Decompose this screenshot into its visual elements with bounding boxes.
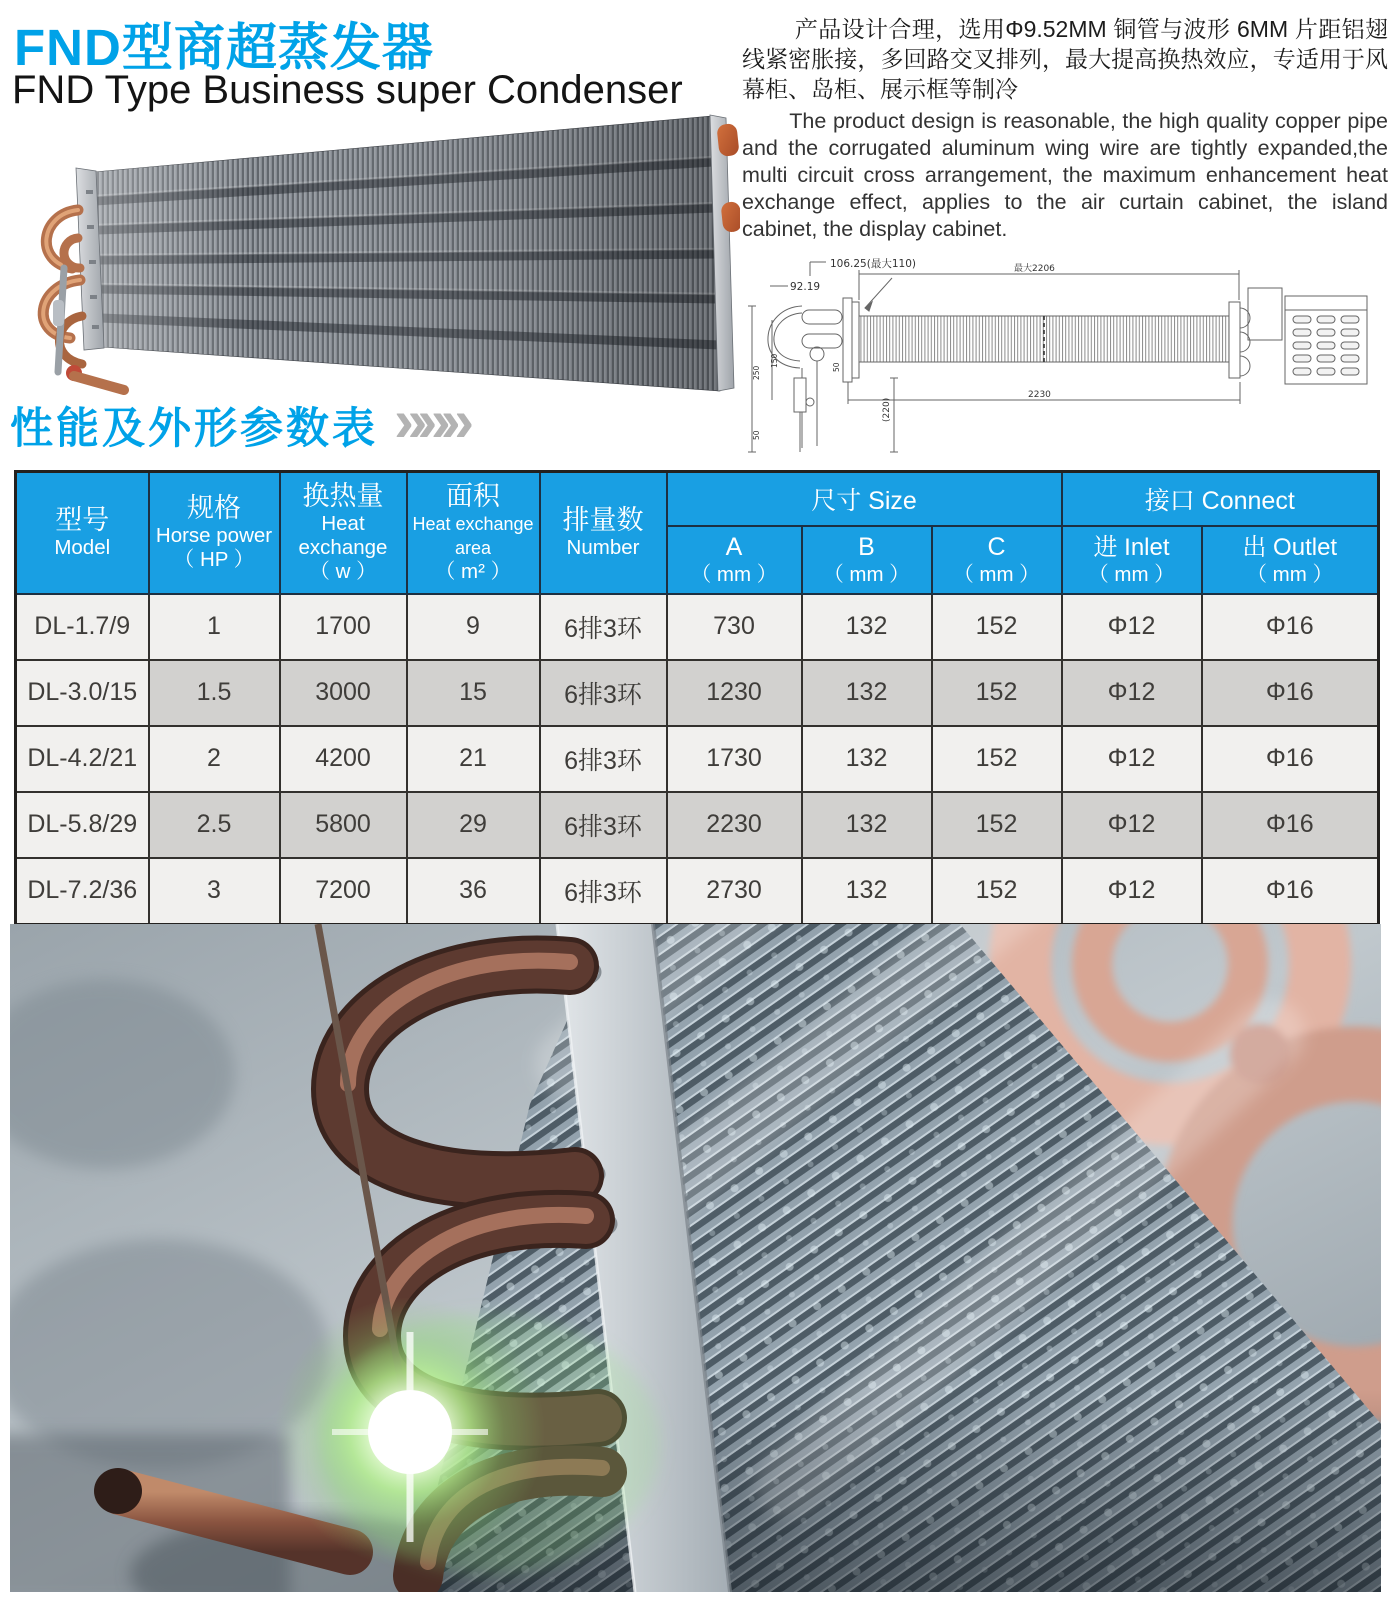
cell-outlet: Φ16 xyxy=(1202,660,1379,726)
cell-number: 6排3环 xyxy=(540,660,667,726)
cell-b: 132 xyxy=(802,726,932,792)
cell-number: 6排3环 xyxy=(540,726,667,792)
header-c-label: C xyxy=(987,533,1006,561)
cell-area: 21 xyxy=(407,726,540,792)
cell-c: 152 xyxy=(932,594,1062,660)
cell-c: 152 xyxy=(932,660,1062,726)
cell-hp: 2.5 xyxy=(149,792,280,858)
page-title-en: FND Type Business super Condenser xyxy=(12,68,683,112)
cell-a: 1730 xyxy=(667,726,802,792)
cell-area: 9 xyxy=(407,594,540,660)
dim-top-offset: 106.25(最大110) xyxy=(830,258,916,270)
dim-v150: 150 xyxy=(770,353,779,368)
factory-photo-svg xyxy=(10,924,1381,1592)
col-header-heat-exchange xyxy=(280,472,407,594)
col-header-number xyxy=(540,472,667,594)
spec-table xyxy=(14,470,1380,926)
evaporator-coil-illustration xyxy=(12,110,740,400)
header-a-unit: （ mm ） xyxy=(690,563,778,586)
welding-flare-icon xyxy=(275,1297,545,1567)
col-header-a xyxy=(667,526,802,594)
col-header-heat-exchange-area xyxy=(407,472,540,594)
header-area-zh: 面积 xyxy=(446,481,500,512)
col-group-size: 尺寸 Size xyxy=(667,472,1062,526)
col-header-inlet xyxy=(1062,526,1202,594)
cell-area: 15 xyxy=(407,660,540,726)
header-outlet-unit: （ mm ） xyxy=(1246,563,1334,586)
dim-length-bottom: 2230 xyxy=(1028,390,1051,400)
cell-outlet: Φ16 xyxy=(1202,792,1379,858)
cell-a: 2230 xyxy=(667,792,802,858)
cell-inlet: Φ12 xyxy=(1062,858,1202,925)
cell-inlet: Φ12 xyxy=(1062,594,1202,660)
cell-model: DL-3.0/15 xyxy=(16,660,149,726)
cell-number: 6排3环 xyxy=(540,594,667,660)
cell-b: 132 xyxy=(802,858,932,925)
cell-c: 152 xyxy=(932,858,1062,925)
header-model-en: Model xyxy=(54,536,111,560)
dim-height: (220) xyxy=(882,397,892,422)
cell-area: 29 xyxy=(407,792,540,858)
factory-welding-photo xyxy=(10,924,1381,1592)
cell-a: 2730 xyxy=(667,858,802,925)
cell-inlet: Φ12 xyxy=(1062,660,1202,726)
intro-paragraph-en: The product design is reasonable, the high quality copper pipe and the corrugated aluminum wing wire are tightly expanded,the multi circuit cross arrangement, the maximum enhancement heat exchange effect, applies to the air curtain cabinet, the island cabinet, the display cabinet. xyxy=(742,109,1388,241)
cell-model: DL-5.8/29 xyxy=(16,792,149,858)
header-hp-unit: （ HP ） xyxy=(173,548,255,572)
col-header-horse-power xyxy=(149,472,280,594)
header-c-unit: （ mm ） xyxy=(953,563,1040,586)
cell-model: DL-1.7/9 xyxy=(16,594,149,660)
triple-chevron-right-icon: »»» xyxy=(394,387,465,454)
cell-a: 730 xyxy=(667,594,802,660)
cell-heat: 7200 xyxy=(280,858,407,925)
col-header-c xyxy=(932,526,1062,594)
cell-hp: 1.5 xyxy=(149,660,280,726)
dim-left-offset: 92.19 xyxy=(790,281,821,293)
cell-inlet: Φ12 xyxy=(1062,792,1202,858)
header-outlet-label: 出 Outlet xyxy=(1242,534,1338,561)
cell-hp: 3 xyxy=(149,858,280,925)
cell-model: DL-4.2/21 xyxy=(16,726,149,792)
cell-number: 6排3环 xyxy=(540,792,667,858)
intro-block xyxy=(742,14,1388,243)
header-hp-en: Horse power xyxy=(155,524,273,548)
table-row xyxy=(16,726,1379,792)
header-area-unit: （ m² ） xyxy=(434,560,512,584)
cell-outlet: Φ16 xyxy=(1202,858,1379,925)
dimension-drawing-svg xyxy=(742,250,1391,460)
header-hp-zh: 规格 xyxy=(187,493,241,524)
header-area-en: Heat exchange area xyxy=(412,514,534,559)
table-row xyxy=(16,660,1379,726)
cell-heat: 1700 xyxy=(280,594,407,660)
cell-inlet: Φ12 xyxy=(1062,726,1202,792)
header-a-label: A xyxy=(725,533,743,561)
header-heat-zh: 换热量 xyxy=(302,481,384,512)
dim-v50a: 50 xyxy=(752,430,761,440)
dim-v50b: 50 xyxy=(832,362,841,372)
page-title-zh: FND型商超蒸发器 xyxy=(14,19,434,76)
cell-heat: 5800 xyxy=(280,792,407,858)
cell-heat: 4200 xyxy=(280,726,407,792)
header-inlet-unit: （ mm ） xyxy=(1088,563,1175,586)
table-row xyxy=(16,858,1379,925)
col-header-outlet xyxy=(1202,526,1379,594)
col-header-model xyxy=(16,472,149,594)
dimension-drawing xyxy=(742,250,1391,460)
cell-c: 152 xyxy=(932,792,1062,858)
cell-hp: 1 xyxy=(149,594,280,660)
header-b-label: B xyxy=(858,533,875,561)
header-heat-en: Heat exchange xyxy=(298,512,388,560)
header-number-zh: 排量数 xyxy=(562,505,644,536)
cell-b: 132 xyxy=(802,660,932,726)
header-model-zh: 型号 xyxy=(55,505,110,536)
cell-number: 6排3环 xyxy=(540,858,667,925)
dim-length-top: 最大2206 xyxy=(1014,264,1055,274)
cell-b: 132 xyxy=(802,594,932,660)
section-heading: 性能及外形参数表 xyxy=(10,404,378,453)
col-group-connect: 接口 Connect xyxy=(1062,472,1379,526)
header-inlet-label: 进 Inlet xyxy=(1093,534,1170,561)
cell-heat: 3000 xyxy=(280,660,407,726)
header-heat-unit: （ w ） xyxy=(309,560,377,584)
cell-a: 1230 xyxy=(667,660,802,726)
product-photo-evaporator-coil xyxy=(12,110,740,400)
header-number-en: Number xyxy=(566,536,640,560)
cell-c: 152 xyxy=(932,726,1062,792)
col-header-b xyxy=(802,526,932,594)
dim-v250: 250 xyxy=(752,365,761,380)
cell-outlet: Φ16 xyxy=(1202,594,1379,660)
cell-b: 132 xyxy=(802,792,932,858)
cell-model: DL-7.2/36 xyxy=(16,858,149,925)
cell-area: 36 xyxy=(407,858,540,925)
header-b-unit: （ mm ） xyxy=(823,563,910,586)
intro-paragraph-zh: 产品设计合理，选用Φ9.52MM 铜管与波形 6MM 片距铝翅线紧密胀接，多回路交叉排列，最大提高换热效应，专适用于风幕柜、岛柜、展示框等制冷 xyxy=(742,16,1388,102)
table-row xyxy=(16,594,1379,660)
table-row xyxy=(16,792,1379,858)
section-heading-row xyxy=(10,387,465,454)
cell-hp: 2 xyxy=(149,726,280,792)
cell-outlet: Φ16 xyxy=(1202,726,1379,792)
